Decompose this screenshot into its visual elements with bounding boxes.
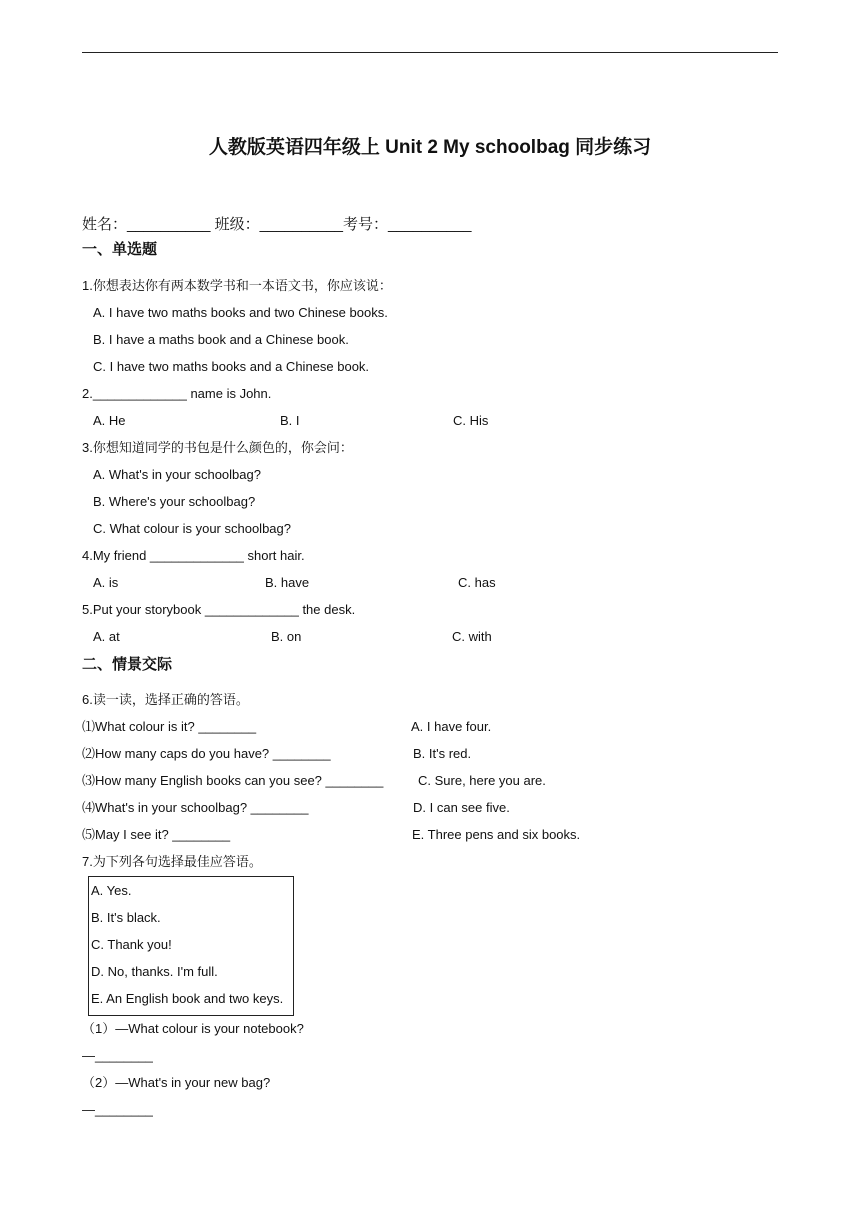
option-a[interactable]: A. I have two maths books and two Chinese books. (93, 305, 388, 320)
option-c[interactable]: C. His (453, 413, 489, 428)
option-b[interactable]: B. on (271, 629, 302, 644)
option-c[interactable]: C. with (452, 629, 492, 644)
match-answer: D. I can see five. (413, 800, 510, 815)
option-b[interactable]: B. Where's your schoolbag? (93, 494, 256, 509)
top-rule (82, 52, 778, 53)
option-a[interactable]: A. is (93, 575, 119, 590)
match-question: ⑴What colour is it? ________ (82, 719, 257, 734)
option-c[interactable]: C. has (458, 575, 496, 590)
section-heading-situational: 二、情景交际 (82, 656, 173, 673)
page-title: 人教版英语四年级上 Unit 2 My schoolbag 同步练习 (208, 137, 652, 158)
option-c[interactable]: C. I have two maths books and a Chinese book. (93, 359, 370, 374)
answer-choice: B. It's black. (91, 910, 161, 925)
sub-question: （2）—What's in your new bag? (82, 1075, 271, 1090)
student-info-line: 姓名：__________ 班级：__________考号：__________ (82, 216, 472, 233)
option-a[interactable]: A. at (93, 629, 120, 644)
option-c[interactable]: C. What colour is your schoolbag? (93, 521, 291, 536)
answer-choice: D. No, thanks. I'm full. (91, 964, 218, 979)
match-answer: E. Three pens and six books. (412, 827, 581, 842)
option-b[interactable]: B. I (280, 413, 300, 428)
section-heading-single-choice: 一、单选题 (82, 241, 158, 258)
option-a[interactable]: A. What's in your schoolbag? (93, 467, 261, 482)
question-stem: 2._____________ name is John. (82, 386, 272, 401)
question-stem: 7.为下列各句选择最佳应答语。 (82, 854, 262, 869)
answer-choice: A. Yes. (91, 883, 132, 898)
match-answer: B. It's red. (413, 746, 472, 761)
match-question: ⑸May I see it? ________ (82, 827, 231, 842)
option-b[interactable]: B. I have a maths book and a Chinese book. (93, 332, 349, 347)
question-stem: 1.你想表达你有两本数学书和一本语文书，你应该说： (82, 278, 392, 293)
answer-choice: C. Thank you! (91, 937, 172, 952)
question-stem: 6.读一读，选择正确的答语。 (82, 692, 249, 707)
question-stem: 3.你想知道同学的书包是什么颜色的，你会问： (82, 440, 353, 455)
match-answer: C. Sure, here you are. (418, 773, 546, 788)
match-question: ⑶How many English books can you see? ________ (82, 773, 384, 788)
answer-blank[interactable]: —________ (82, 1102, 153, 1117)
answer-choice: E. An English book and two keys. (91, 991, 284, 1006)
option-a[interactable]: A. He (93, 413, 126, 428)
sub-question: （1）—What colour is your notebook? (82, 1021, 304, 1036)
question-stem: 4.My friend _____________ short hair. (82, 548, 305, 563)
match-answer: A. I have four. (411, 719, 492, 734)
option-b[interactable]: B. have (265, 575, 310, 590)
question-stem: 5.Put your storybook _____________ the desk. (82, 602, 356, 617)
match-question: ⑵How many caps do you have? ________ (82, 746, 331, 761)
match-question: ⑷What's in your schoolbag? ________ (82, 800, 309, 815)
answer-blank[interactable]: —________ (82, 1048, 153, 1063)
